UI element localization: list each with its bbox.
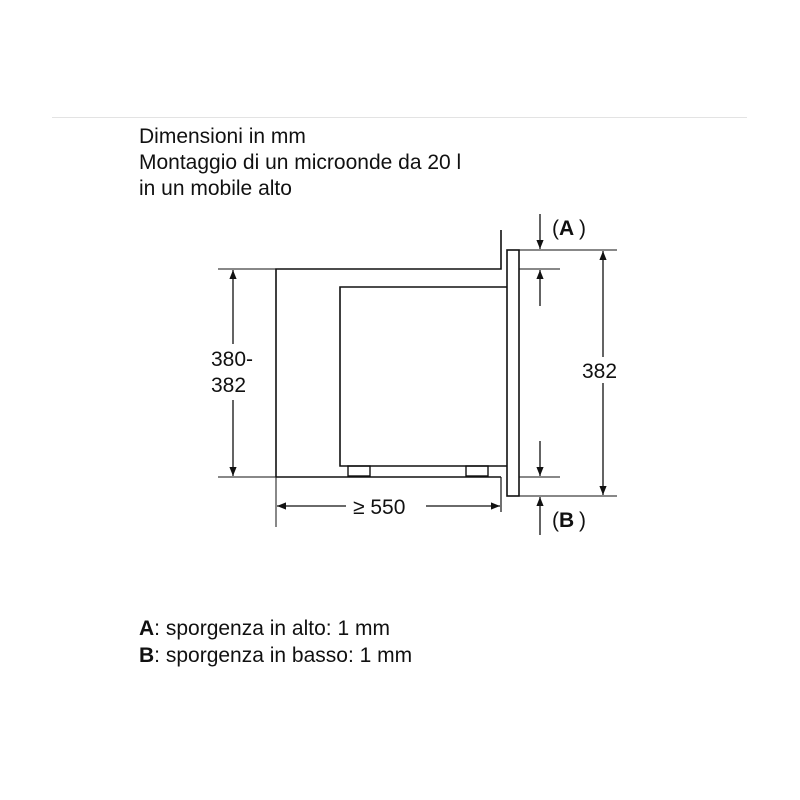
legend-key-b: B [139, 644, 155, 667]
marker-a-close: ) [579, 217, 586, 240]
legend [139, 615, 412, 669]
title-line-2: Montaggio di un microonde da 20 l [139, 151, 462, 174]
microwave-foot-right [466, 466, 488, 476]
marker-a-open: ( [552, 217, 559, 240]
marker-b-close: ) [579, 509, 586, 532]
title-line-1: Dimensioni in mm [139, 125, 306, 148]
microwave-foot-left [348, 466, 370, 476]
cabinet-niche-outline [276, 230, 501, 477]
legend-row-b [139, 642, 412, 669]
microwave-body [340, 287, 507, 466]
left-height-value-line2: 382 [211, 374, 247, 397]
left-height-value-line1: 380- [211, 348, 254, 371]
legend-key-a: A [139, 617, 155, 640]
marker-b-letter: B [559, 509, 575, 532]
depth-value: ≥ 550 [353, 496, 406, 519]
legend-text-a: : sporgenza in alto: 1 mm [154, 617, 390, 640]
title-line-3: in un mobile alto [139, 177, 292, 200]
marker-a-letter: A [559, 217, 575, 240]
legend-text-b: : sporgenza in basso: 1 mm [154, 644, 413, 667]
marker-b-open: ( [552, 509, 559, 532]
right-height-value: 382 [582, 360, 618, 383]
legend-row-a [139, 615, 412, 642]
microwave-front-panel [507, 250, 519, 496]
